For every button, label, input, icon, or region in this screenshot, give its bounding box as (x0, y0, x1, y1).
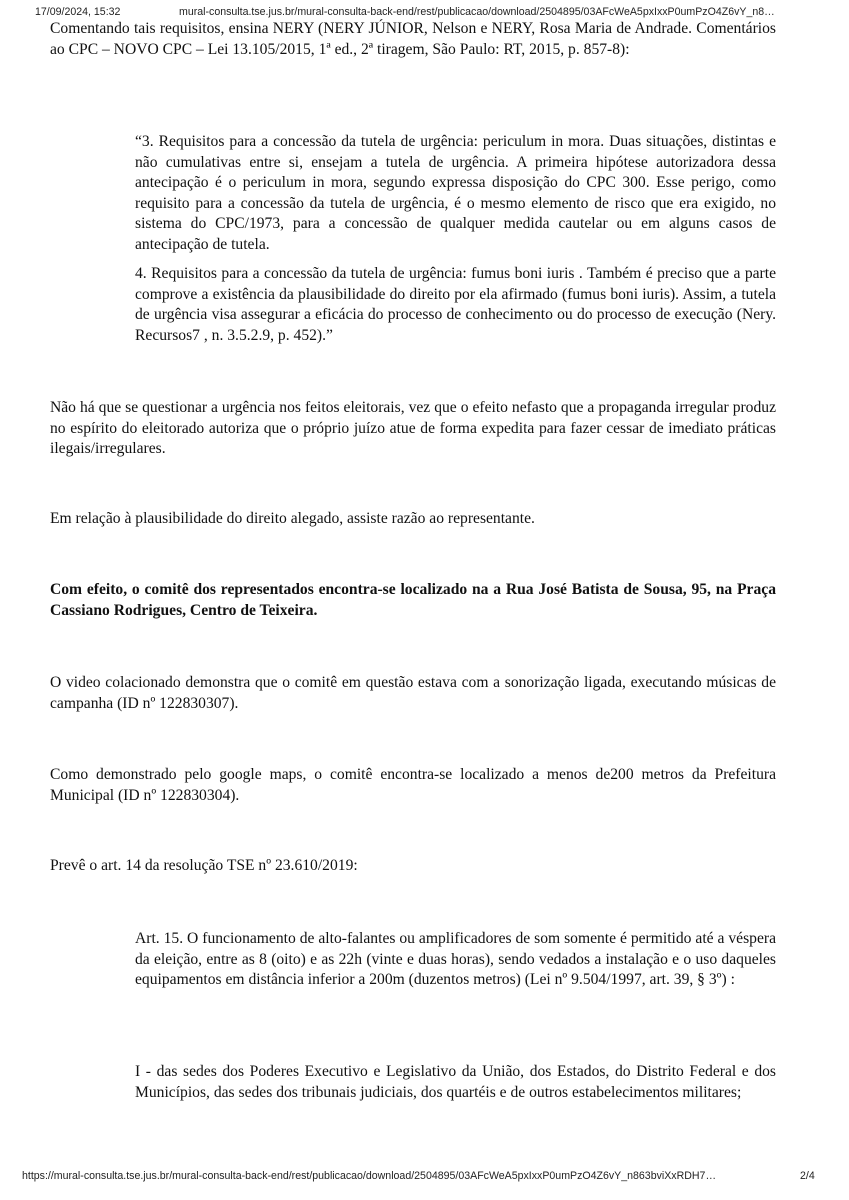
quote-periculum-in-mora: “3. Requisitos para a concessão da tutela de urgência: periculum in mora. Duas situações, distintas e não cumulativas entre si, ensejam a tutela de urgência. A primeira hipótese autorizadora dessa antecipação é o periculum in mora, segundo expressa disposição do CPC 300. Esse perigo, como requisito para a concessão da tutela de urgência, é o mesmo elemento de risco que era exigido, no sistema do CPC/1973, para a concessão de qualquer medida cautelar ou em alguns casos de antecipação de tutela. (135, 133, 776, 253)
paragraph-resolucao-tse: Prevê o art. 14 da resolução TSE nº 23.610/2019: (50, 857, 358, 874)
print-header-datetime: 17/09/2024, 15:32 (35, 6, 121, 18)
paragraph-comite-localizacao: Com efeito, o comitê dos representados encontra-se localizado na a Rua José Batista de Sousa, 95, na Praça Cassiano Rodrigues, Centro de Teixeira. (50, 581, 776, 619)
print-header-url: mural-consulta.tse.jus.br/mural-consulta-back-end/rest/publicacao/download/2504895/03AFcWeA5pxIxxP0umPzO4Z6vY_n8… (179, 6, 775, 18)
page-indicator: 2/4 (800, 1170, 815, 1182)
paragraph-urgencia: Não há que se questionar a urgência nos feitos eleitorais, vez que o efeito nefasto que a propaganda irregular produz no espírito do eleitorado autoriza que o próprio juízo atue de forma expedita para fazer cessar de imediato práticas ilegais/irregulares. (50, 399, 776, 457)
paragraph-citation-intro: Comentando tais requisitos, ensina NERY (NERY JÚNIOR, Nelson e NERY, Rosa Maria de Andrade. Comentários ao CPC – NOVO CPC – Lei 13.105/2015, 1ª ed., 2ª tiragem, São Paulo: RT, 2015, p. 857-8): (50, 20, 776, 58)
paragraph-google-maps: Como demonstrado pelo google maps, o comitê encontra-se localizado a menos de200 metros da Prefeitura Municipal (ID nº 122830304). (50, 766, 776, 804)
paragraph-video: O video colacionado demonstra que o comitê em questão estava com a sonorização ligada, executando músicas de campanha (ID nº 122830307). (50, 674, 776, 712)
print-footer-url: https://mural-consulta.tse.jus.br/mural-consulta-back-end/rest/publicacao/download/2504895/03AFcWeA5pxIxxP0umPzO4Z6vY_n863bviXxRDH7… (22, 1170, 717, 1182)
quote-art-15: Art. 15. O funcionamento de alto-falantes ou amplificadores de som somente é permitido até a véspera da eleição, entre as 8 (oito) e as 22h (vinte e duas horas), sendo vedados a instalação e o uso daqueles equipamentos em distância inferior a 200m (duzentos metros) (Lei nº 9.504/1997, art. 39, § 3º) : (135, 930, 776, 988)
quote-inciso-i: I - das sedes dos Poderes Executivo e Legislativo da União, dos Estados, do Distrito Federal e dos Municípios, das sedes dos tribunais judiciais, dos quartéis e de outros estabelecimentos militares; (135, 1063, 776, 1101)
quote-fumus-boni-iuris: 4. Requisitos para a concessão da tutela de urgência: fumus boni iuris . Também é preciso que a parte comprove a existência da plausibilidade do direito por ela afirmado (fumus boni iuris). Assim, a tutela de urgência visa assegurar a eficácia do processo de conhecimento ou do processo de execução (Nery. Recursos7 , n. 3.5.2.9, p. 452).” (135, 265, 776, 344)
paragraph-plausibilidade: Em relação à plausibilidade do direito alegado, assiste razão ao representante. (50, 510, 535, 527)
